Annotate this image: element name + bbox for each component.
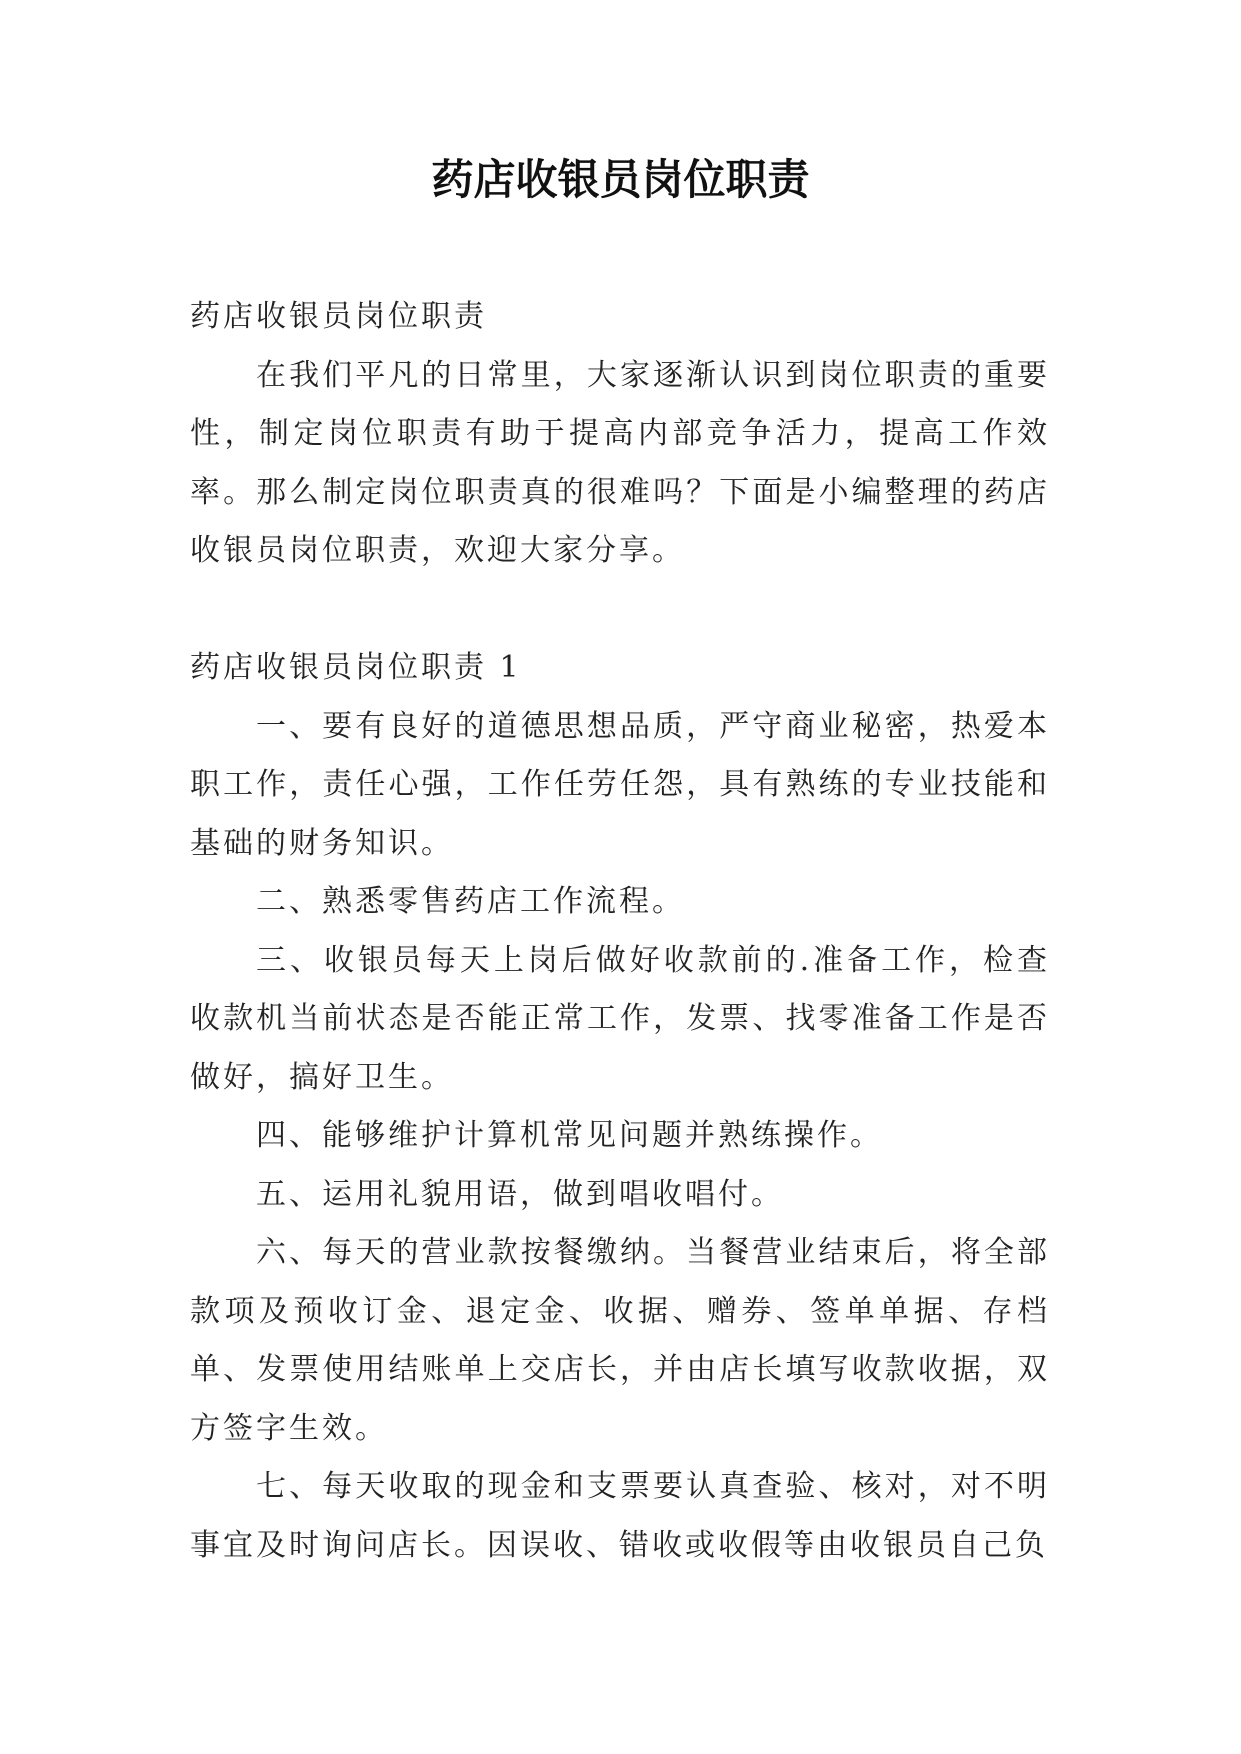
duty-item-5: 五、运用礼貌用语，做到唱收唱付。 <box>256 1176 784 1212</box>
duty-item-1: 一、要有良好的道德思想品质，严守商业秘密，热爱本职工作，责任心强，工作任劳任怨，具有熟练的专业技能和基础的财务知识。 <box>190 708 1050 861</box>
document-title: 药店收银员岗位职责 <box>431 155 810 204</box>
duty-item-3: 三、收银员每天上岗后做好收款前的.准备工作，检查收款机当前状态是否能正常工作，发票、找零准备工作是否做好，搞好卫生。 <box>190 942 1050 1095</box>
intro-heading: 药店收银员岗位职责 <box>190 299 487 334</box>
document-body <box>190 288 1050 1575</box>
intro-paragraph: 在我们平凡的日常里，大家逐渐认识到岗位职责的重要性，制定岗位职责有助于提高内部竞争活力，提高工作效率。那么制定岗位职责真的很难吗？下面是小编整理的药店收银员岗位职责，欢迎大家分享。 <box>190 357 1050 568</box>
section-heading: 药店收银员岗位职责 1 <box>190 650 522 685</box>
duty-item-6: 六、每天的营业款按餐缴纳。当餐营业结束后，将全部款项及预收订金、退定金、收据、赠券、签单单据、存档单、发票使用结账单上交店长，并由店长填写收款收据，双方签字生效。 <box>190 1235 1050 1446</box>
duty-item-7: 七、每天收取的现金和支票要认真查验、核对，对不明事宜及时询问店长。因误收、错收或收假等由收银员自己负 <box>190 1469 1050 1563</box>
duty-item-2: 二、熟悉零售药店工作流程。 <box>256 884 685 919</box>
paragraph-spacer <box>190 581 1050 640</box>
duty-item-4: 四、能够维护计算机常见问题并熟练操作。 <box>256 1118 883 1153</box>
